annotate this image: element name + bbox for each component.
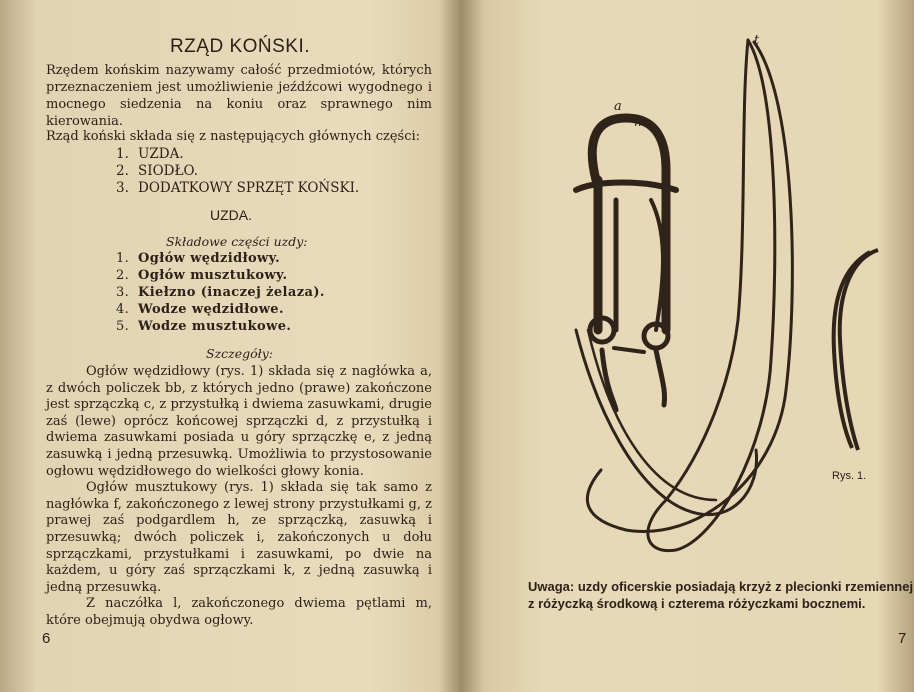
paragraph: Z naczółka l, zakończonego dwiema pętlami m, które obejmują obydwa ogłowy. <box>46 596 432 628</box>
right-page <box>458 0 914 692</box>
intro-paragraph-2: Rząd koński składa się z następujących głównych części: <box>46 129 421 144</box>
page-title: RZĄD KOŃSKI. <box>169 36 311 57</box>
list-item: 3. DODATKOWY SPRZĘT KOŃSKI. <box>116 180 360 196</box>
list-item: 5. Wodze musztukowe. <box>116 319 292 334</box>
intro-paragraph: Rzędem końskim nazywamy całość przedmiotów, których przeznaczeniem jest umożliwienie jeźdźcowi wygodnego i mocnego siedzenia na koniu oraz sprawnego nim kierowania. <box>46 63 432 129</box>
figure-letter: t <box>754 33 760 48</box>
figure-letter: m <box>634 115 647 130</box>
main-parts-list <box>116 146 359 197</box>
list-item: 2. Ogłów musztukowy. <box>116 268 288 283</box>
curb-chain-illustration <box>818 240 888 460</box>
list-item: 1. UZDA. <box>116 146 184 162</box>
details-body <box>46 364 432 630</box>
page-number: 6 <box>42 630 51 647</box>
section-heading: UZDA. <box>210 207 252 223</box>
page-number: 7 <box>898 630 907 647</box>
list-item: 3. Kiełzno (inaczej żelaza). <box>116 285 325 300</box>
list-item: 4. Wodze wędzidłowe. <box>116 302 284 317</box>
paragraph: Ogłów musztukowy (rys. 1) składa się tak samo z nagłówka f, zakończonego z lewej strony przystułkami g, z prawej zaś podgardlem h, ze sprzączką, zasuwką i przesuwką; dwóch policzek i, zakończonych u dołu sprzączkami, przystułkami i zasuwkami, po dwie na każdem, u góry zaś sprzączkami k, z jedną zasuwką i jedną przesuwką. <box>46 480 432 595</box>
list-item: 2. SIODŁO. <box>116 163 199 179</box>
footnote: Uwaga: uzdy oficerskie posiadają krzyż z plecionki rzemiennej z różyczką środkową i czterema różyczkami bocznemi. <box>528 579 914 611</box>
components-heading: Składowe części uzdy: <box>166 234 308 249</box>
figure-letter: a <box>614 99 622 114</box>
list-item: 1. Ogłów wędzidłowy. <box>116 251 281 266</box>
paragraph: Ogłów wędzidłowy (rys. 1) składa się z nagłówka a, z dwóch policzek bb, z których jedno (prawe) zakończone jest sprzączką c, z przystułką i dwiema zasuwkami, drugie zaś (lewe) oprócz końcowej sprzączki d, z przystułką i dwiema zasuwkami posiada u góry sprzączkę e, z jedną zasuwką i jedną przesuwką. Umożliwia to przystosowanie ogłowu wędzidłowego do wielkości głowy konia. <box>46 364 432 479</box>
details-heading: Szczegóły: <box>206 346 273 361</box>
figure-caption: Rys. 1. <box>832 470 867 482</box>
components-list <box>116 250 325 335</box>
